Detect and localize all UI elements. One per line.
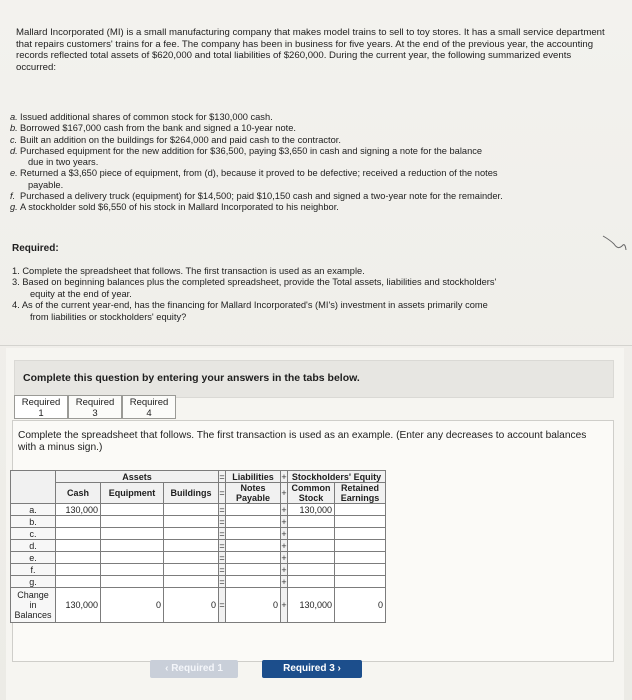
- equipment-cell[interactable]: [101, 516, 164, 528]
- requirement-3: 3. Based on beginning balances plus the completed spreadsheet, provide the Total assets, liabilities and stockholders' equity at the end of year.: [12, 277, 497, 299]
- pen-mark-icon: [600, 230, 630, 254]
- cash-cell[interactable]: [56, 564, 101, 576]
- equipment-cell[interactable]: [101, 528, 164, 540]
- common-stock-cell[interactable]: [288, 528, 335, 540]
- cash-cell[interactable]: [56, 540, 101, 552]
- notes-cell[interactable]: [226, 576, 281, 588]
- total-row: Change in Balances 130,000 0 0 = 0 + 130,000 0: [11, 588, 386, 623]
- buildings-cell[interactable]: [164, 552, 219, 564]
- row-label-header: [11, 471, 56, 504]
- instructions-heading: Complete this question by entering your answers in the tabs below.: [23, 372, 360, 384]
- spreadsheet-table: [10, 470, 386, 623]
- next-required-button[interactable]: Required 3 ›: [262, 660, 362, 678]
- common-stock-cell[interactable]: 130,000: [288, 504, 335, 516]
- prev-required-button[interactable]: ‹ Required 1: [150, 660, 238, 678]
- table-row: b. = +: [11, 516, 386, 528]
- buildings-cell[interactable]: [164, 540, 219, 552]
- liabilities-header: Liabilities: [226, 471, 281, 483]
- table-row: d. = +: [11, 540, 386, 552]
- tab-required-1[interactable]: Required 1: [14, 395, 68, 419]
- requirements-list: [12, 266, 612, 323]
- chevron-right-icon: ›: [334, 663, 341, 674]
- equipment-cell[interactable]: [101, 564, 164, 576]
- equals-header: =: [219, 471, 225, 482]
- instructions-bar: [14, 360, 614, 398]
- notes-cell[interactable]: [226, 564, 281, 576]
- notes-cell[interactable]: [226, 552, 281, 564]
- retained-earnings-cell[interactable]: [335, 564, 386, 576]
- table-row: e. = +: [11, 552, 386, 564]
- common-stock-cell[interactable]: [288, 576, 335, 588]
- required-heading: Required:: [12, 243, 59, 254]
- retained-earnings-cell[interactable]: [335, 504, 386, 516]
- notes-cell[interactable]: [226, 540, 281, 552]
- table-row: a. 130,000 = + 130,000: [11, 504, 386, 516]
- common-stock-cell[interactable]: [288, 516, 335, 528]
- cash-cell[interactable]: [56, 576, 101, 588]
- section-divider: [0, 345, 632, 346]
- table-row: f. = +: [11, 564, 386, 576]
- table-row: g. = +: [11, 576, 386, 588]
- plus-sub: +: [281, 483, 288, 504]
- retained-earnings-cell[interactable]: [335, 576, 386, 588]
- buildings-column-header: Buildings: [164, 483, 219, 504]
- common-stock-cell[interactable]: [288, 564, 335, 576]
- equipment-cell[interactable]: [101, 552, 164, 564]
- total-equipment: 0: [101, 588, 164, 623]
- event-d: d. Purchased equipment for the new addition for $36,500, paying $3,650 in cash and signing a note for the balance due in two years.: [10, 145, 483, 168]
- event-a: a. Issued additional shares of common stock for $130,000 cash.: [10, 112, 273, 122]
- common-stock-cell[interactable]: [288, 540, 335, 552]
- buildings-cell[interactable]: [164, 516, 219, 528]
- equipment-cell[interactable]: [101, 540, 164, 552]
- cash-cell[interactable]: [56, 516, 101, 528]
- event-f: f. Purchased a delivery truck (equipment) for $14,500; paid $10,150 cash and signed a two-year note for the remainder.: [10, 191, 503, 202]
- total-cash: 130,000: [56, 588, 101, 623]
- tab-strip: [14, 395, 176, 421]
- equals-sub: =: [219, 483, 226, 504]
- assets-header: Assets: [56, 471, 219, 483]
- common-stock-column-header: Common Stock: [288, 483, 335, 504]
- total-retained-earnings: 0: [335, 588, 386, 623]
- requirement-1: 1. Complete the spreadsheet that follows. The first transaction is used as an example.: [12, 266, 365, 276]
- events-list: [10, 112, 610, 214]
- notes-cell[interactable]: [226, 528, 281, 540]
- problem-intro: Mallard Incorporated (MI) is a small manufacturing company that makes model trains to sell to toy stores. It has a small service department that repairs customers' trains for a fee. The company has been in business for five years. At the end of the previous year, the accounting records reflected total assets of $620,000 and total liabilities of $260,000. During the current year, the following summarized events occurred:: [16, 27, 605, 73]
- buildings-cell[interactable]: [164, 528, 219, 540]
- equipment-cell[interactable]: [101, 576, 164, 588]
- buildings-cell[interactable]: [164, 564, 219, 576]
- plus-header: +: [281, 471, 287, 482]
- event-c: c. Built an addition on the buildings for $264,000 and paid cash to the contractor.: [10, 134, 341, 145]
- notes-payable-column-header: Notes Payable: [226, 483, 281, 504]
- tab-required-3[interactable]: Required 3: [68, 395, 122, 419]
- cash-cell[interactable]: [56, 528, 101, 540]
- retained-earnings-column-header: Retained Earnings: [335, 483, 386, 504]
- equipment-column-header: Equipment: [101, 483, 164, 504]
- total-buildings: 0: [164, 588, 219, 623]
- retained-earnings-cell[interactable]: [335, 540, 386, 552]
- table-row: c. = +: [11, 528, 386, 540]
- total-row-label: Change in Balances: [11, 588, 56, 623]
- retained-earnings-cell[interactable]: [335, 516, 386, 528]
- common-stock-cell[interactable]: [288, 552, 335, 564]
- spreadsheet-instruction: Complete the spreadsheet that follows. The first transaction is used as an example. (Enter any decreases to account balances with a minus sign.): [18, 430, 587, 453]
- requirement-4: 4. As of the current year-end, has the financing for Mallard Incorporated's (MI's) investment in assets primarily come from liabilities or stockholders' equity?: [12, 300, 488, 322]
- retained-earnings-cell[interactable]: [335, 552, 386, 564]
- equity-header: Stockholders' Equity: [288, 471, 386, 483]
- tab-required-4[interactable]: Required 4: [122, 395, 176, 419]
- cash-cell[interactable]: 130,000: [56, 504, 101, 516]
- notes-cell[interactable]: [226, 516, 281, 528]
- cash-column-header: Cash: [56, 483, 101, 504]
- event-b: b. Borrowed $167,000 cash from the bank and signed a 10-year note.: [10, 123, 296, 134]
- event-g: g. A stockholder sold $6,550 of his stock in Mallard Incorporated to his neighbor.: [10, 202, 339, 213]
- notes-cell[interactable]: [226, 504, 281, 516]
- cash-cell[interactable]: [56, 552, 101, 564]
- total-notes: 0: [226, 588, 281, 623]
- event-e: e. Returned a $3,650 piece of equipment, from (d), because it proved to be defective; received a reduction of the notes payable.: [10, 168, 498, 190]
- buildings-cell[interactable]: [164, 576, 219, 588]
- equipment-cell[interactable]: [101, 504, 164, 516]
- retained-earnings-cell[interactable]: [335, 528, 386, 540]
- total-common-stock: 130,000: [288, 588, 335, 623]
- buildings-cell[interactable]: [164, 504, 219, 516]
- chevron-left-icon: ‹: [165, 663, 172, 674]
